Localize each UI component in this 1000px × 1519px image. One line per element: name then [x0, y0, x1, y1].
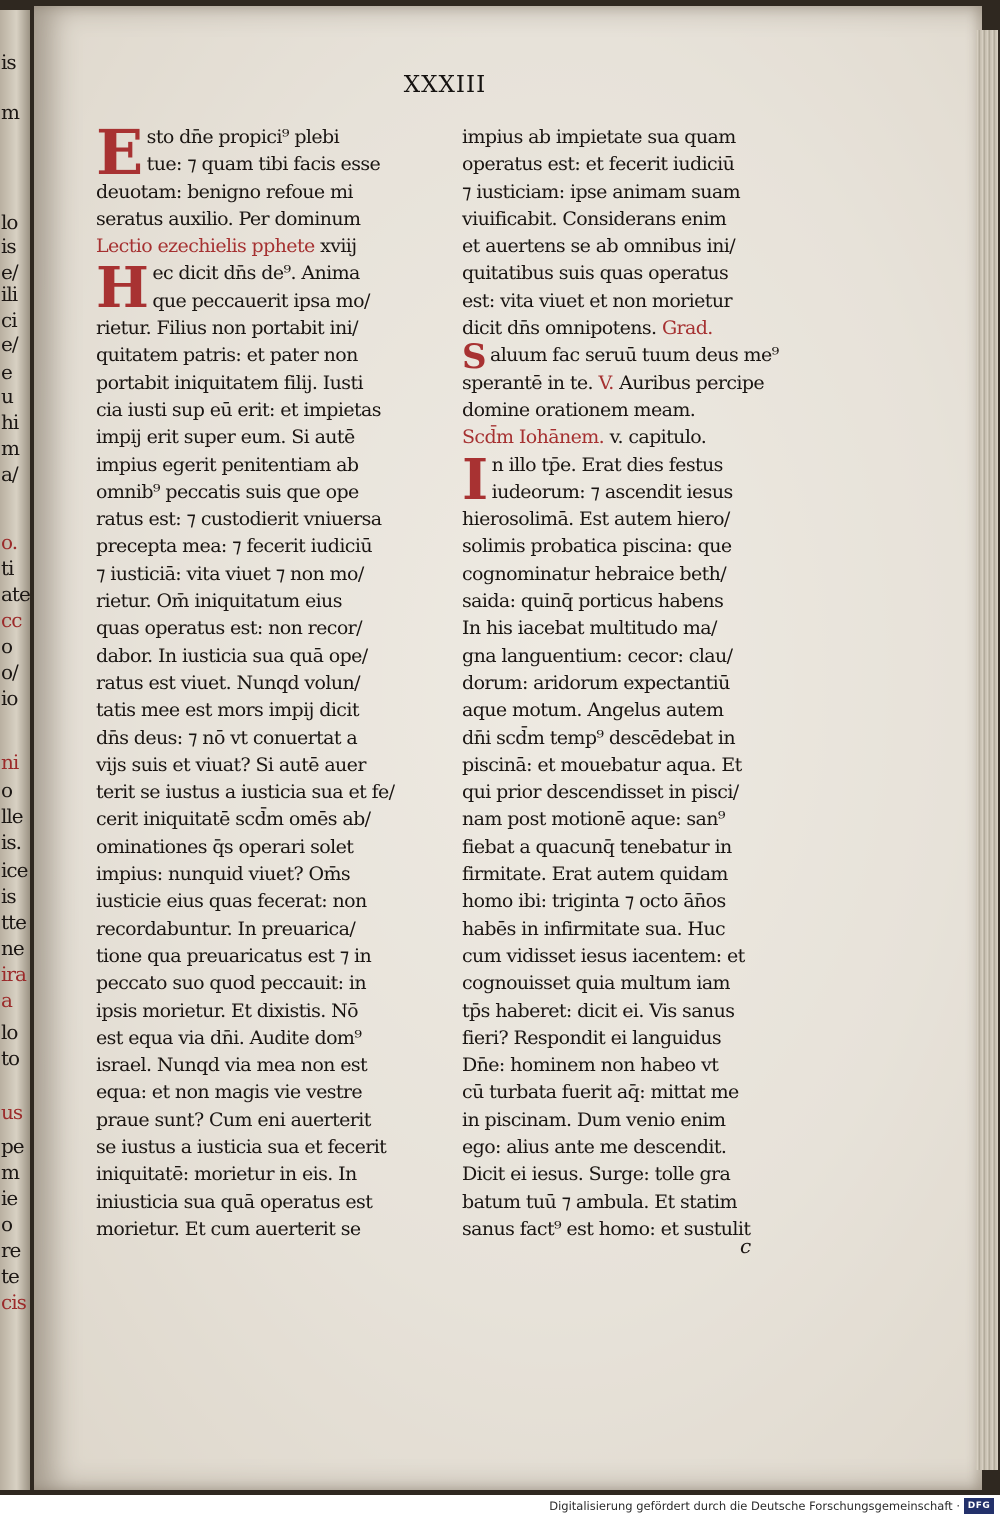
left-page-fragment: ne	[1, 936, 24, 960]
text-line: peccato suo quod peccauit: in	[96, 972, 366, 995]
text-line: solimis probatica piscina: que	[462, 535, 732, 558]
text-line: saida: quinq̄ porticus habens	[462, 590, 724, 613]
text-line: tione qua preuaricatus est ⁊ in	[96, 944, 372, 967]
left-page-fragment: ti	[1, 556, 14, 580]
text-line: rietur. Filius non portabit ini/	[96, 317, 358, 340]
text-line: quitatem patris: et pater non	[96, 344, 358, 367]
left-page-fragment: tte	[1, 910, 26, 934]
left-page-fragment: io	[1, 686, 18, 710]
text-line: In illo tp̄e. Erat dies festus	[462, 446, 723, 513]
left-text-column	[96, 116, 430, 1243]
left-page-fragment: e	[1, 360, 12, 384]
text-line: rietur. Om̄ iniquitatum eius	[96, 590, 342, 613]
left-page-fragment: ni	[1, 750, 19, 774]
text-line: cū turbata fuerit aq̄: mittat me	[462, 1081, 739, 1104]
chapter-reference: v. capitulo.	[609, 426, 707, 449]
text-line: sperantē in te. V. Auribus percipe	[462, 371, 765, 394]
text-line: iusticie eius quas fecerat: non	[96, 890, 367, 913]
text-line: ratus est: ⁊ custodierit vniuersa	[96, 508, 382, 531]
text-line: ominationes q̄s operari solet	[96, 835, 354, 858]
left-page-fragment: e/	[1, 260, 18, 284]
text-line: tue: ⁊ quam tibi facis esse	[146, 153, 381, 176]
left-page-fragment: o.	[1, 530, 18, 554]
text-line: est equa via dn̄i. Audite dom⁹	[96, 1026, 362, 1049]
catchword: c	[740, 1234, 752, 1258]
text-line: Saluum fac seruū tuum deus me⁹	[462, 337, 779, 378]
gradual-rubric: Grad.	[661, 317, 713, 340]
footer-bar	[0, 1495, 1000, 1519]
text-line: quas operatus est: non recor/	[96, 617, 362, 640]
rubric-line	[96, 233, 430, 260]
text-line: impius: nunquid viuet? Om̄s	[96, 863, 351, 886]
text-line: nam post motionē aque: san⁹	[462, 808, 725, 831]
left-page-fragment: te	[1, 1264, 19, 1288]
left-page-fragment: is	[1, 884, 16, 908]
left-page-fragment: lo	[1, 1020, 18, 1044]
rubric-line	[462, 424, 796, 451]
previous-page-edge	[0, 10, 30, 1490]
left-page-fragment: m	[1, 1160, 19, 1184]
chapter-number: xviij	[320, 235, 357, 258]
gospel-rubric: Scd̄m Iohānem.	[462, 426, 605, 449]
left-page-fragment: cc	[1, 608, 22, 632]
text-line: israel. Nunqd via mea non est	[96, 1054, 368, 1077]
left-page-fragment: ira	[1, 962, 26, 986]
text-line: homo ibi: triginta ⁊ octo ān̄os	[462, 890, 726, 913]
text-line: iudeorum: ⁊ ascendit iesus	[491, 480, 733, 503]
text-line: deuotam: benigno refoue mi	[96, 180, 353, 203]
text-line: dorum: aridorum expectantiū	[462, 671, 730, 694]
text-line: ⁊ iusticiā: vita viuet ⁊ non mo/	[96, 562, 364, 585]
text-line: Esto dn̄e propici⁹ plebi	[96, 116, 340, 189]
left-page-fragment: cis	[1, 1290, 26, 1314]
left-page-fragment: a/	[1, 462, 18, 486]
left-page-fragment: hi	[1, 410, 19, 434]
text-line: omnib⁹ peccatis suis que ope	[96, 480, 359, 503]
left-page-fragment: ie	[1, 1186, 18, 1210]
text-line: hierosolimā. Est autem hiero/	[462, 508, 730, 531]
text-line: dicit dn̄s omnipotens. Grad.	[462, 317, 713, 340]
text-line: impius ab impietate sua quam	[462, 126, 736, 148]
text-line: fieri? Respondit ei languidus	[462, 1026, 722, 1049]
text-line: batum tuū ⁊ ambula. Et statim	[462, 1190, 737, 1213]
left-page-fragment: a	[1, 988, 12, 1012]
text-line: est: vita viuet et non morietur	[462, 289, 732, 312]
text-line: Dicit ei iesus. Surge: tolle gra	[462, 1163, 731, 1186]
left-page-fragment: o	[1, 634, 13, 658]
text-line: seratus auxilio. Per dominum	[96, 207, 361, 230]
text-line: recordabuntur. In preuarica/	[96, 917, 356, 940]
right-text-column	[462, 124, 796, 1243]
text-line: aque motum. Angelus autem	[462, 699, 724, 722]
text-line: que peccauerit ipsa mo/	[152, 289, 370, 312]
left-page-fragment: ili	[1, 282, 18, 306]
text-line: Hec dicit dn̄s de⁹. Anima	[96, 255, 360, 322]
text-line: domine orationem meam.	[462, 398, 696, 421]
folio-number: XXXIII	[403, 72, 487, 98]
text-line: morietur. Et cum auerterit se	[96, 1217, 361, 1240]
left-page-fragment: is.	[1, 830, 22, 854]
text-line: operatus est: et fecerit iudiciū	[462, 153, 735, 176]
text-line: viuificabit. Considerans enim	[462, 207, 727, 230]
text-line: ipsis morietur. Et dixistis. Nō	[96, 999, 358, 1022]
text-line: dn̄i scd̄m temp⁹ descēdebat in	[462, 726, 735, 749]
text-line: se iustus a iusticia sua et fecerit	[96, 1135, 387, 1158]
red-initial-i: I	[462, 446, 488, 513]
text-line: ⁊ iusticiam: ipse animam suam	[462, 180, 741, 203]
text-line: quitatibus suis quas operatus	[462, 262, 729, 285]
text-line: precepta mea: ⁊ fecerit iudiciū	[96, 535, 372, 558]
left-page-fragment: m	[1, 436, 19, 460]
left-page-fragment: lle	[1, 804, 23, 828]
text-line: et auertens se ab omnibus ini/	[462, 235, 736, 258]
text-line: piscinā: et mouebatur aqua. Et	[462, 753, 742, 776]
versicle-rubric: V.	[598, 371, 614, 394]
text-line: iniusticia sua quā operatus est	[96, 1190, 373, 1213]
red-initial-e: E	[96, 116, 143, 189]
left-page-fragment: ate	[1, 582, 30, 606]
text-line: gna languentium: cecor: clau/	[462, 644, 733, 667]
text-line: Dn̄e: hominem non habeo vt	[462, 1054, 719, 1077]
left-page-fragment: re	[1, 1238, 21, 1262]
text-line: tp̄s haberet: dicit ei. Vis sanus	[462, 999, 735, 1022]
left-page-fragment: ice	[1, 858, 28, 882]
left-page-fragment: us	[1, 1100, 23, 1124]
text-line: qui prior descendisset in pisci/	[462, 781, 739, 804]
text-line: dn̄s deus: ⁊ nō vt conuertat a	[96, 726, 358, 749]
text-line: portabit iniquitatem filij. Iusti	[96, 371, 363, 394]
left-page-fragment: e/	[1, 332, 18, 356]
text-line: iniquitatē: morietur in eis. In	[96, 1163, 357, 1186]
text-line: vijs suis et viuat? Si autē auer	[96, 753, 366, 776]
text-line: ego: alius ante me descendit.	[462, 1135, 727, 1158]
text-line: cerit iniquitatē scd̄m omēs ab/	[96, 808, 371, 831]
red-initial-h: H	[96, 255, 149, 322]
red-initial-s: S	[462, 337, 486, 378]
text-line: praue sunt? Cum eni auerterit	[96, 1108, 371, 1131]
page-fore-edge	[976, 30, 998, 1470]
text-line: habēs in infirmitate sua. Huc	[462, 917, 726, 940]
text-line: fiebat a quacunq̄ tenebatur in	[462, 835, 732, 858]
left-page-fragment: is	[1, 234, 16, 258]
text-line: ratus est viuet. Nunqd volun/	[96, 671, 360, 694]
text-line: impius egerit penitentiam ab	[96, 453, 359, 476]
text-line: cum vidisset iesus iacentem: et	[462, 944, 745, 967]
left-page-fragment: lo	[1, 210, 18, 234]
left-page-fragment: pe	[1, 1134, 24, 1158]
left-page-fragment: o/	[1, 660, 18, 684]
left-page-fragment: o	[1, 1212, 13, 1236]
funding-credit: Digitalisierung gefördert durch die Deutsche Forschungsgemeinschaft ·	[549, 1499, 960, 1513]
text-line: cognominatur hebraice beth/	[462, 562, 727, 585]
left-page-fragment: o	[1, 778, 13, 802]
text-line: sanus fact⁹ est homo: et sustulit	[462, 1217, 751, 1240]
left-page-fragment: ci	[1, 308, 17, 332]
dfg-logo-icon: DFG	[964, 1498, 994, 1514]
left-page-fragment: m	[1, 100, 19, 124]
text-line: impij erit super eum. Si autē	[96, 426, 355, 449]
text-line: in piscinam. Dum venio enim	[462, 1108, 726, 1131]
lectio-rubric: Lectio ezechielis pphete	[96, 235, 315, 258]
text-line: In his iacebat multitudo ma/	[462, 617, 717, 640]
left-page-fragment: to	[1, 1046, 20, 1070]
text-line: cia iusti sup eū erit: et impietas	[96, 398, 381, 421]
text-line: tatis mee est mors impij dicit	[96, 699, 359, 722]
left-page-fragment: u	[1, 384, 13, 408]
text-line: firmitate. Erat autem quidam	[462, 863, 728, 886]
text-line: cognouisset quia multum iam	[462, 972, 730, 995]
text-line: terit se iustus a iusticia sua et fe/	[96, 781, 395, 804]
left-page-fragment: is	[1, 50, 16, 74]
text-line: dabor. In iusticia sua quā ope/	[96, 644, 368, 667]
text-line: equa: et non magis vie vestre	[96, 1081, 363, 1104]
